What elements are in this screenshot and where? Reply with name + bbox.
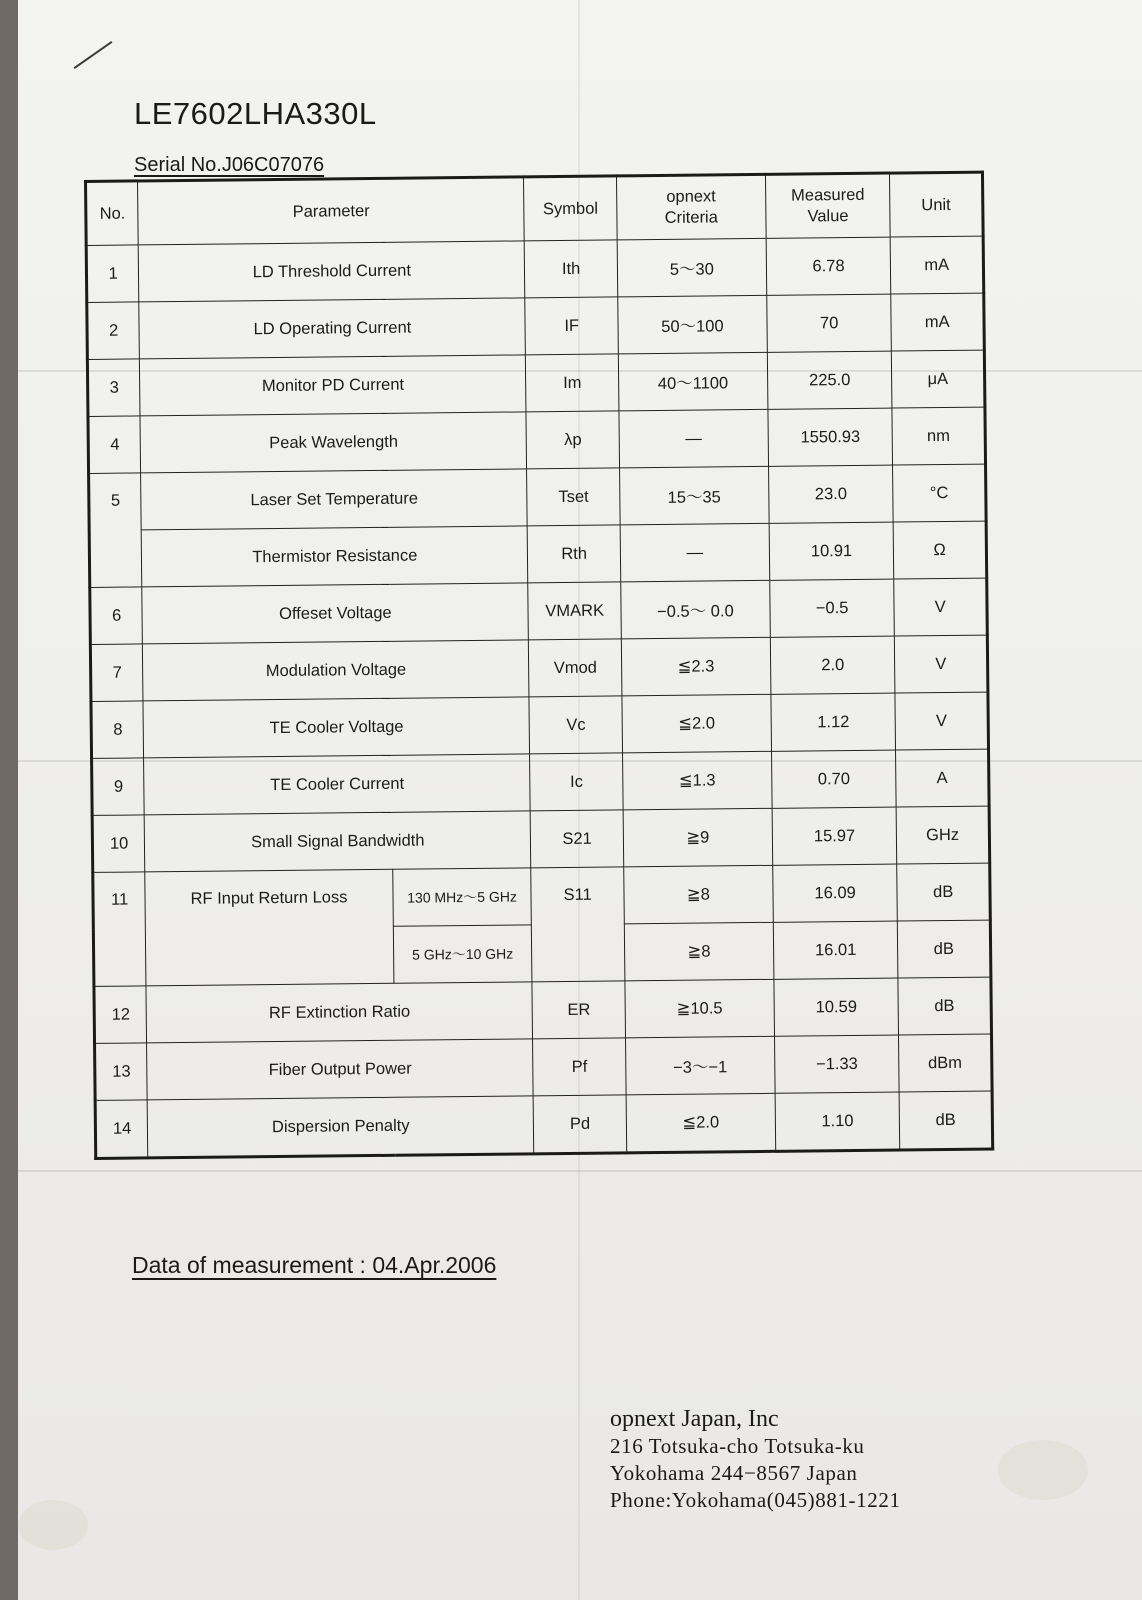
measurement-date: Data of measurement : 04.Apr.2006	[132, 1252, 497, 1278]
row-parameter: TE Cooler Voltage	[143, 697, 530, 758]
row-no: 13	[95, 1043, 148, 1101]
row-parameter: Peak Wavelength	[140, 412, 527, 473]
row-unit: dB	[898, 920, 991, 978]
header-unit: Unit	[890, 172, 983, 237]
paper-sheet	[18, 0, 1142, 1600]
row-no: 2	[87, 302, 140, 360]
header-value-line1: Measured	[791, 185, 865, 205]
row-no: 9	[92, 758, 145, 816]
row-parameter: Fiber Output Power	[147, 1039, 534, 1100]
row-value: 225.0	[767, 351, 892, 409]
header-criteria-line2: Criteria	[664, 208, 718, 227]
row-unit: Ω	[894, 521, 987, 579]
header-criteria-line1: opnext	[666, 187, 716, 206]
row-criteria: —	[619, 409, 768, 468]
row-criteria: −3〜−1	[625, 1036, 774, 1095]
row-value: 0.70	[771, 750, 896, 808]
row-unit: V	[895, 635, 988, 693]
row-value: 10.59	[774, 978, 899, 1036]
table-row	[91, 692, 989, 758]
row-criteria: 15〜35	[619, 466, 768, 525]
row-parameter: TE Cooler Current	[144, 754, 531, 815]
paper-stain	[18, 1500, 88, 1550]
row-unit: dB	[900, 1091, 993, 1150]
row-value: 2.0	[770, 636, 895, 694]
model-title: LE7602LHA330L	[134, 96, 377, 131]
row-no: 5	[89, 473, 142, 588]
row-criteria: 5〜30	[617, 238, 766, 297]
row-symbol: Tset	[527, 468, 620, 526]
row-unit: V	[895, 692, 988, 750]
row-criteria: ≧9	[623, 808, 772, 867]
table-row	[89, 521, 987, 587]
row-symbol: Vmod	[529, 639, 622, 697]
row-unit: V	[894, 578, 987, 636]
header-parameter: Parameter	[138, 177, 525, 245]
row-value: 1.10	[775, 1092, 900, 1151]
table-row	[88, 407, 986, 473]
row-parameter: Dispersion Penalty	[147, 1096, 534, 1158]
company-phone: Phone:Yokohama(045)881-1221	[610, 1488, 901, 1512]
row-parameter: Small Signal Bandwidth	[144, 811, 531, 872]
table-row	[87, 293, 985, 359]
row-sub-range: 5 GHz〜10 GHz	[393, 925, 532, 983]
table-row	[92, 806, 990, 872]
serial-number: Serial No.J06C07076	[134, 154, 325, 176]
row-symbol: S11	[531, 867, 625, 982]
company-name: opnext Japan, Inc	[610, 1406, 779, 1432]
row-value: −0.5	[769, 579, 894, 637]
pencil-mark	[74, 41, 113, 69]
row-symbol: Vc	[529, 696, 622, 754]
header-symbol: Symbol	[524, 176, 617, 241]
row-criteria: ≧10.5	[625, 979, 774, 1038]
table-row	[90, 635, 988, 701]
row-criteria: −0.5〜 0.0	[621, 580, 770, 639]
row-parameter: RF Input Return Loss	[145, 869, 394, 986]
row-value: 10.91	[769, 522, 894, 580]
row-criteria: 50〜100	[618, 295, 767, 354]
row-symbol: IF	[525, 297, 618, 355]
row-parameter: Thermistor Resistance	[141, 526, 528, 587]
row-symbol: Im	[526, 354, 619, 412]
row-value: 16.01	[773, 921, 898, 979]
row-unit: mA	[891, 236, 984, 294]
company-address-line1: 216 Totsuka-cho Totsuka-ku	[610, 1434, 865, 1458]
row-no: 4	[88, 416, 141, 474]
row-value: −1.33	[774, 1035, 899, 1093]
row-symbol: Ic	[530, 753, 623, 811]
row-unit: dB	[898, 977, 991, 1035]
row-symbol: Pd	[534, 1095, 627, 1154]
row-symbol: Pf	[533, 1038, 626, 1096]
row-unit: A	[896, 749, 989, 807]
spec-table	[84, 171, 994, 1160]
table-row	[92, 749, 990, 815]
row-no: 8	[91, 701, 144, 759]
row-no: 10	[92, 815, 145, 873]
header-no: No.	[86, 181, 139, 246]
table-row	[90, 578, 988, 644]
fold-line	[18, 1170, 1142, 1172]
row-unit: nm	[892, 407, 985, 465]
row-criteria: ≦1.3	[622, 751, 771, 810]
row-symbol: ER	[532, 981, 625, 1039]
row-sub-range: 130 MHz〜5 GHz	[392, 868, 531, 926]
table-row	[86, 236, 984, 302]
row-value: 16.09	[772, 864, 897, 922]
row-parameter: Monitor PD Current	[140, 355, 527, 416]
row-symbol: Ith	[525, 240, 618, 298]
row-parameter: Laser Set Temperature	[141, 469, 528, 530]
company-block	[610, 1406, 901, 1514]
row-value: 23.0	[768, 465, 893, 523]
row-no: 14	[95, 1100, 148, 1159]
row-parameter: LD Operating Current	[139, 298, 526, 359]
row-value: 6.78	[766, 237, 891, 295]
row-unit: mA	[891, 293, 984, 351]
row-criteria: —	[620, 523, 769, 582]
table-row-rf-return-loss	[93, 863, 991, 929]
header-value-line2: Value	[807, 206, 849, 226]
spec-table-wrapper	[84, 171, 994, 1160]
table-row	[87, 350, 985, 416]
table-row	[95, 1091, 993, 1158]
row-parameter: Modulation Voltage	[143, 640, 530, 701]
row-no: 12	[94, 986, 147, 1044]
company-address-line2: Yokohama 244−8567 Japan	[610, 1461, 858, 1485]
row-criteria: 40〜1100	[618, 352, 767, 411]
row-unit: GHz	[897, 806, 990, 864]
row-symbol: Rth	[528, 525, 621, 583]
row-criteria: ≦2.0	[622, 694, 771, 753]
table-row	[95, 1034, 993, 1100]
table-header-row	[86, 172, 984, 245]
row-no: 3	[87, 359, 140, 417]
row-unit: μA	[892, 350, 985, 408]
row-no: 6	[90, 587, 143, 645]
row-criteria: ≦2.3	[621, 637, 770, 696]
row-no: 1	[86, 245, 139, 303]
row-value: 1550.93	[768, 408, 893, 466]
row-unit: dBm	[899, 1034, 992, 1092]
row-value: 1.12	[771, 693, 896, 751]
table-row	[94, 977, 992, 1043]
row-value: 15.97	[772, 807, 897, 865]
row-parameter: LD Threshold Current	[138, 241, 525, 302]
row-symbol: λp	[526, 411, 619, 469]
row-parameter: RF Extinction Ratio	[146, 982, 533, 1043]
row-no: 7	[90, 644, 143, 702]
header-value	[765, 173, 890, 238]
row-value: 70	[767, 294, 892, 352]
row-criteria: ≦2.0	[626, 1093, 775, 1153]
row-symbol: VMARK	[528, 582, 621, 640]
row-criteria: ≧8	[624, 922, 773, 981]
row-parameter: Offeset Voltage	[142, 583, 529, 644]
row-unit: °C	[893, 464, 986, 522]
row-criteria: ≧8	[624, 865, 773, 924]
paper-stain	[998, 1440, 1088, 1500]
header-criteria	[616, 174, 765, 240]
table-row	[89, 464, 987, 530]
row-no: 11	[93, 872, 146, 987]
row-unit: dB	[897, 863, 990, 921]
row-symbol: S21	[531, 810, 624, 868]
